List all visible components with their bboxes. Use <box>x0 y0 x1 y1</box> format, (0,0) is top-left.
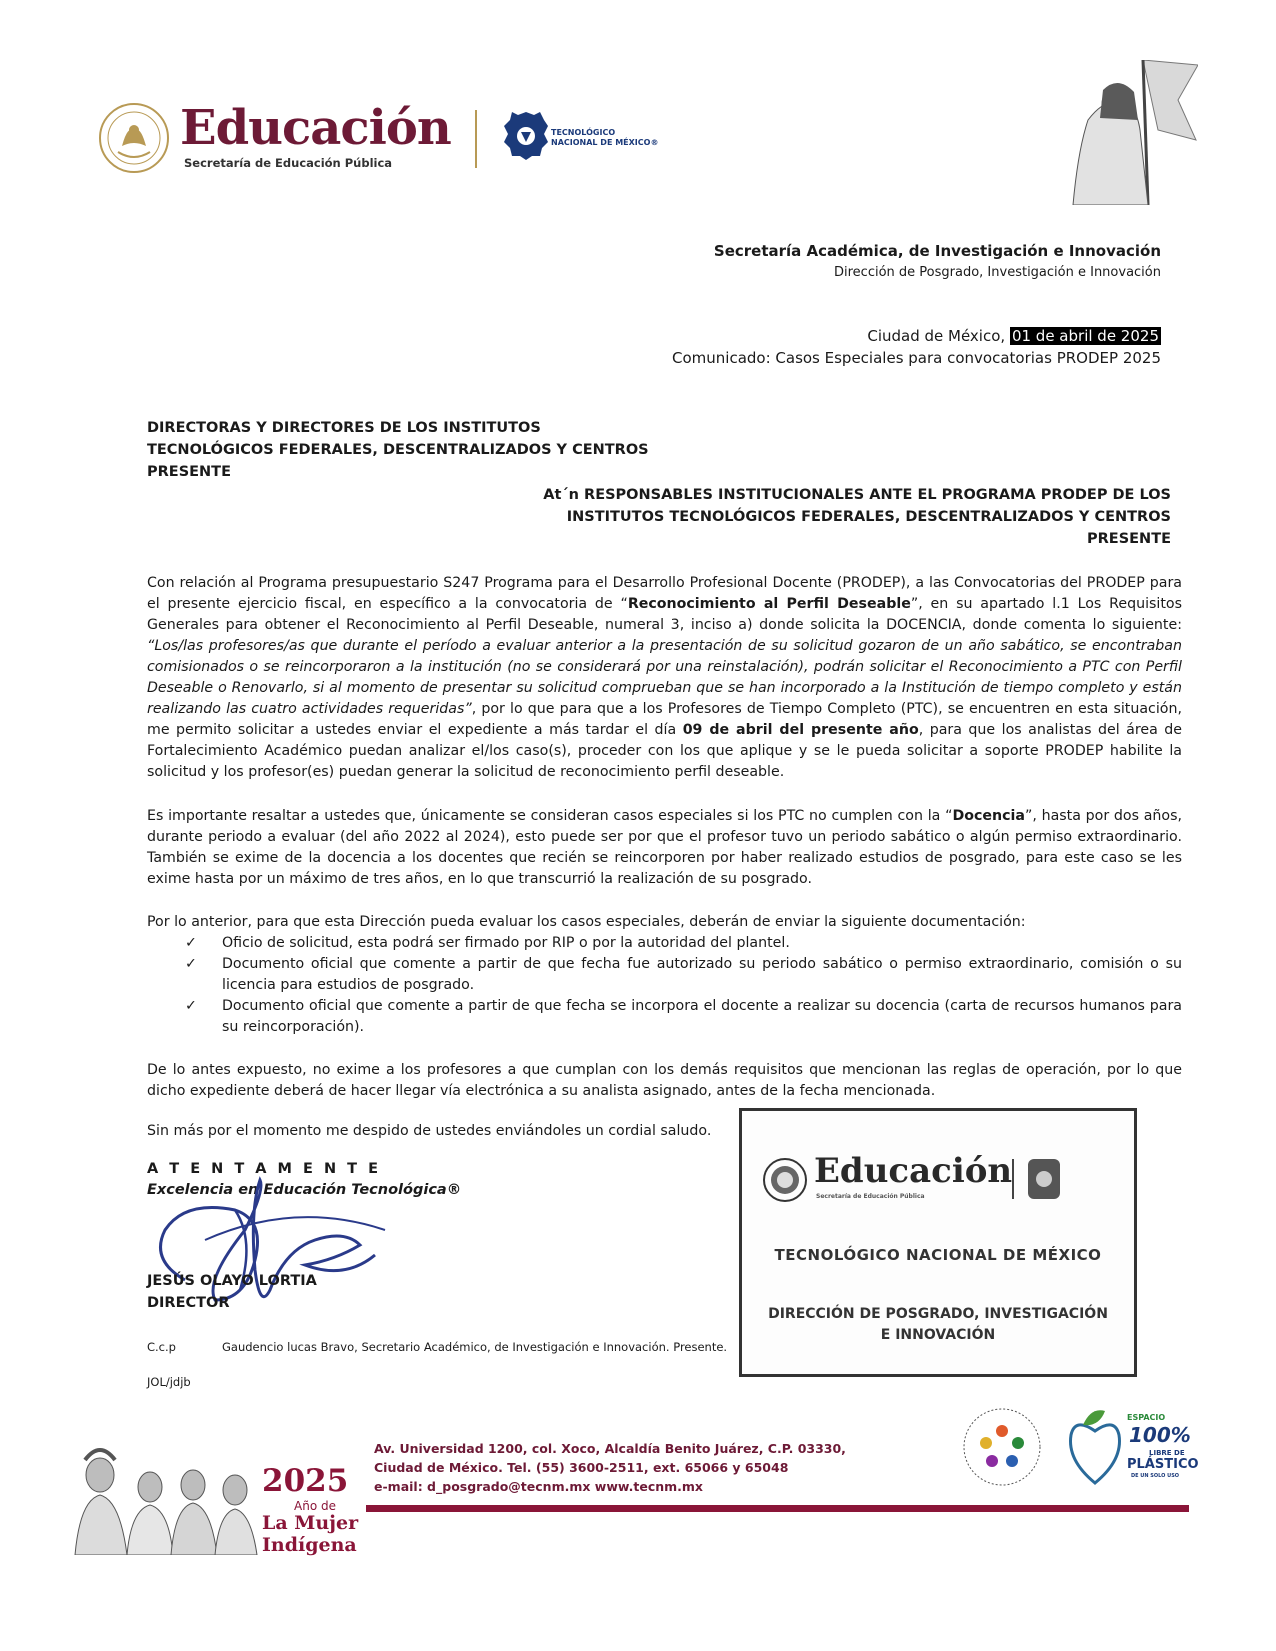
heart-leaf-icon <box>1065 1405 1125 1489</box>
mexican-seal-logo <box>98 102 170 174</box>
ccp-label: C.c.p <box>147 1340 176 1354</box>
city: Ciudad de México, <box>867 327 1006 345</box>
year-2025: 2025 <box>262 1463 349 1499</box>
tecnm-gear-icon <box>504 110 548 162</box>
motto: Excelencia en Educación Tecnológica® <box>147 1182 462 1198</box>
attention-block: At´n RESPONSABLES INSTITUCIONALES ANTE EL PROGRAMA PRODEP DE LOS INSTITUTOS TECNOLÓGICOS FEDERALES, DESCENTRALIZADOS Y CENTROS PRESENTE <box>543 487 1171 547</box>
signer-title: DIRECTOR <box>147 1295 230 1311</box>
letter-date: 01 de abril de 2025 <box>1011 327 1159 345</box>
paragraph-2: Es importante resaltar a ustedes que, únicamente se consideran casos especiales si los PTC no cumplen con la “Docencia”, hasta por dos años, durante periodo a evaluar (del año 2022 al 2024), esto puede ser por que el profesor tuvo un periodo sabático o algún permiso extraordinario. También se exime de la docencia a los docentes que recién se reincorporen por haber realizado estudios de posgrado, para este caso se les exime hasta por un máximo de tres años, en lo que transcurrió la realización de su posgrado. <box>147 808 1182 887</box>
list-item: ✓ Documento oficial que comente a partir de que fecha se incorpora el docente a realizar su docencia (carta de recursos humanos para su reincorporación). <box>185 998 1182 1035</box>
documentation-section <box>147 912 1182 1038</box>
indigenous-women-illustration <box>65 1435 265 1555</box>
documentation-list <box>147 933 1182 1038</box>
ccp-text: Gaudencio lucas Bravo, Secretario Académico, de Investigación e Innovación. Presente. <box>222 1340 728 1354</box>
stamp-brand-sub: Secretaría de Educación Pública <box>816 1193 925 1200</box>
footer-address: Av. Universidad 1200, col. Xoco, Alcaldía Benito Juárez, C.P. 03330, Ciudad de México. Tel. (55) 3600-2511, ext. 65066 y 65048 e-mail: d_posgrado@tecnm.mx www.tecnm.mx <box>374 1441 846 1494</box>
check-icon: ✓ <box>185 998 197 1014</box>
year-de: Año de <box>294 1499 336 1513</box>
closing-salutation: Sin más por el momento me despido de ustedes enviándoles un cordial saludo. <box>147 1123 712 1139</box>
equality-norm-logo <box>960 1405 1044 1489</box>
plastic-free-logo: ESPACIO 100% LIBRE DE PLÁSTICO DE UN SOLO USO <box>1065 1405 1195 1489</box>
check-icon: ✓ <box>185 956 197 972</box>
stamp-brand: Educación <box>814 1151 1013 1191</box>
paragraph-4: De lo antes expuesto, no exime a los profesores a que cumplan con los demás requisitos que mencionan las reglas de operación, por lo que dicho expediente deberá de hacer llegar vía electrónica a su analista asignado, antes de la fecha mencionada. <box>147 1062 1182 1099</box>
official-stamp <box>739 1108 1137 1377</box>
footer-bar <box>366 1505 1189 1512</box>
list-item: ✓ Documento oficial que comente a partir de que fecha fue autorizado su periodo sabático o permiso extraordinario, comisión o su licencia para estudios de posgrado. <box>185 956 1182 993</box>
letter-subject: Comunicado: Casos Especiales para convocatorias PRODEP 2025 <box>672 349 1161 367</box>
stamp-institution: TECNOLÓGICO NACIONAL DE MÉXICO <box>774 1246 1102 1264</box>
letter-date-line <box>867 327 1161 345</box>
stamp-gear-icon <box>1026 1157 1062 1201</box>
tecnm-name: TECNOLÓGICO NACIONAL DE MÉXICO® <box>551 128 659 147</box>
sender-department: Secretaría Académica, de Investigación e Innovación <box>713 242 1161 260</box>
signer-name: JESÚS OLAYO LORTIA <box>147 1273 317 1289</box>
reference-initials: JOL/jdjb <box>147 1375 191 1389</box>
stamp-divider <box>1012 1159 1014 1199</box>
check-icon: ✓ <box>185 935 197 951</box>
recipients-block: DIRECTORAS Y DIRECTORES DE LOS INSTITUTOS TECNOLÓGICOS FEDERALES, DESCENTRALIZADOS Y CENTROS PRESENTE <box>147 420 649 480</box>
year-theme: La Mujer Indígena <box>262 1512 359 1556</box>
atentamente: A T E N T A M E N T E <box>147 1161 382 1177</box>
sep-subtitle: Secretaría de Educación Pública <box>184 156 393 170</box>
documentation-intro: Por lo anterior, para que esta Dirección pueda evaluar los casos especiales, deberán de enviar la siguiente documentación: <box>147 914 1026 930</box>
paragraph-1: Con relación al Programa presupuestario S247 Programa para el Desarrollo Profesional Docente (PRODEP), a las Convocatorias del PRODEP para el presente ejercicio fiscal, en específico a la convocatoria de “Reconocimiento al Perfil Deseable”, en su apartado l.1 Los Requisitos Generales para obtener el Reconocimiento al Perfil Deseable, numeral 3, inciso a) donde solicita la DOCENCIA, donde comenta lo siguiente: “Los/las profesores/as que durante el período a evaluar anterior a la presentación de su solicitud gozaron de un año sabático, se encontraban comisionados o se reincorporaron a la institución (no se considerará por una reinstalación), podrán solicitar el Reconocimiento a PTC con Perfil Deseable o Renovarlo, si al momento de presentar su solicitud comprueban que se han incorporado a la Institución de tiempo completo y están realizando las cuatro actividades requeridas”, por lo que para que a los Profesores de Tiempo Completo (PTC), se encuentren en esta situación, me permito solicitar a ustedes enviar el expediente a más tardar el día 09 de abril del presente año, para que los analistas del área de Fortalecimiento Académico puedan analizar el/los caso(s), proceder con los que aplique y se le pueda solicitar a soporte PRODEP habilite la solicitud y los profesor(es) puedan generar la solicitud de reconocimiento perfil deseable. <box>147 575 1182 780</box>
heroine-flag-illustration <box>1048 60 1198 205</box>
header-divider <box>475 110 477 168</box>
signer-block <box>147 1270 317 1314</box>
stamp-direction: DIRECCIÓN DE POSGRADO, INVESTIGACIÓN E INNOVACIÓN <box>768 1306 1108 1343</box>
list-item: ✓ Oficio de solicitud, esta podrá ser firmado por RIP o por la autoridad del plantel. <box>147 933 1182 954</box>
sender-subdepartment: Dirección de Posgrado, Investigación e Innovación <box>834 265 1161 280</box>
stamp-seal-icon <box>762 1157 808 1203</box>
educacion-brand: Educación <box>180 100 451 156</box>
